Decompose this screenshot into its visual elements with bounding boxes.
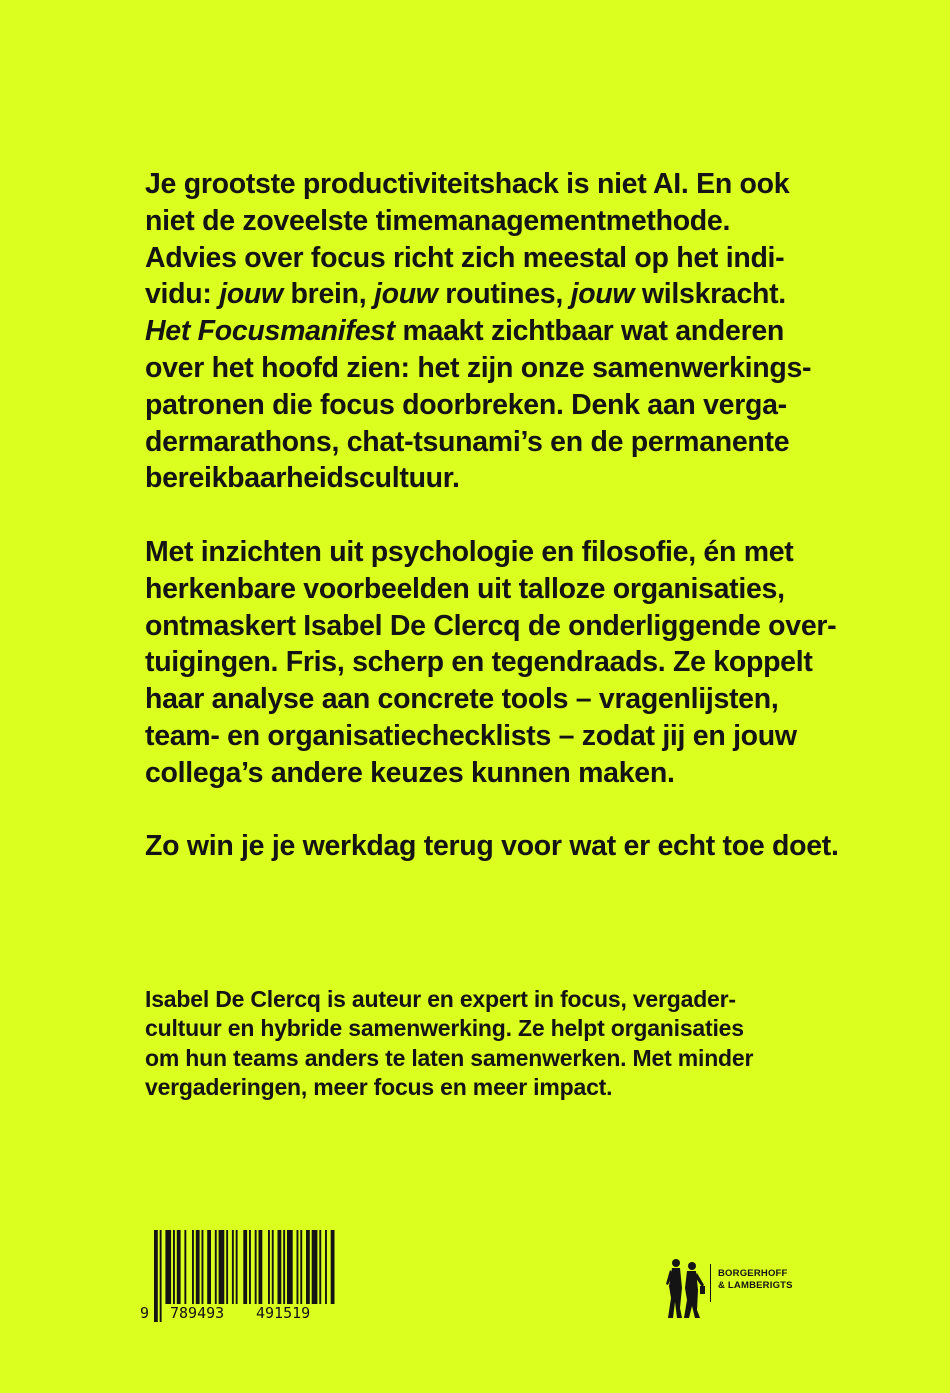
barcode-bar [278, 1230, 282, 1304]
text-run: brein, [282, 278, 374, 311]
barcode-bar [192, 1230, 194, 1304]
blurb-line [145, 276, 845, 313]
author-bio [145, 985, 845, 1102]
barcode-bar [173, 1230, 175, 1304]
bio-line: Isabel De Clercq is auteur en expert in focus, vergader- [145, 986, 736, 1012]
blurb-line: patronen die focus doorbreken. Denk aan verga- [145, 388, 787, 421]
blurb-line: niet de zoveelste timemanagementmethode. [145, 204, 731, 237]
blurb-line: ontmaskert Isabel De Clercq de onderliggende over- [145, 609, 837, 642]
barcode-digits-right: 491519 [256, 1304, 311, 1322]
blurb-line: collega’s andere keuzes kunnen maken. [145, 756, 675, 789]
paragraph-gap [145, 497, 845, 534]
blurb-text [145, 166, 845, 865]
barcode-bar [243, 1230, 247, 1304]
barcode-digits [140, 1300, 340, 1326]
publisher-name-line: & LAMBERIGTS [718, 1280, 793, 1291]
blurb-line: Zo win je je werkdag terug voor wat er echt toe doet. [145, 830, 839, 863]
barcode-digits-left: 789493 [170, 1304, 225, 1322]
paragraph-gap [145, 792, 845, 829]
publisher-divider [710, 1264, 711, 1302]
barcode-bar [268, 1230, 270, 1304]
blurb-line: Advies over focus richt zich meestal op het indi- [145, 241, 785, 274]
blurb-line: Met inzichten uit psychologie en filosofie, én met [145, 535, 794, 568]
text-run: maakt zichtbaar wat anderen [394, 315, 785, 348]
blurb-line: bereikbaarheidscultuur. [145, 462, 460, 495]
blurb-line: haar analyse aan concrete tools – vragenlijsten, [145, 683, 779, 716]
barcode-bar [331, 1230, 335, 1304]
barcode-bar [165, 1230, 171, 1304]
text-run: routines, [437, 278, 571, 311]
barcode-bar [306, 1230, 310, 1304]
text-run: wilskracht. [634, 278, 786, 311]
bio-line: vergaderingen, meer focus en meer impact. [145, 1073, 613, 1100]
barcode-bar [215, 1230, 217, 1304]
barcode-bar [319, 1230, 321, 1304]
barcode-bar [236, 1230, 238, 1304]
barcode-bar [196, 1230, 200, 1304]
text-run: vidu: [145, 278, 220, 311]
barcode-bar [255, 1230, 257, 1304]
book-title-emphasis: Het Focusmanifest [145, 315, 395, 348]
blurb-line: tuigingen. Fris, scherp en tegendraads. Ze koppelt [145, 646, 813, 679]
barcode-bar [325, 1230, 327, 1304]
blurb-line: herkenbare voorbeelden uit talloze organisaties, [145, 572, 785, 605]
barcode-bar [219, 1230, 225, 1304]
blurb-line: over het hoofd zien: het zijn onze samenwerkings- [145, 351, 812, 384]
barcode-digit-first: 9 [140, 1304, 150, 1322]
barcode-bar [207, 1230, 211, 1304]
barcode-bar [184, 1230, 186, 1304]
publisher-name [718, 1268, 793, 1292]
publisher-name-line: BORGERHOFF [718, 1268, 788, 1279]
bio-line: om hun teams anders te laten samenwerken. Met minder [145, 1044, 754, 1071]
blurb-line [145, 313, 845, 350]
barcode-bar [259, 1230, 263, 1304]
barcode-bar [300, 1230, 302, 1304]
bio-line: cultuur en hybride samenwerking. Ze helpt organisaties [145, 1015, 744, 1042]
barcode-bar [226, 1230, 228, 1304]
barcode-bar [177, 1230, 181, 1304]
emphasis-jouw: jouw [219, 278, 283, 311]
barcode-bar [249, 1230, 251, 1304]
blurb-line: Je grootste productiviteitshack is niet AI. En ook [145, 168, 790, 200]
emphasis-jouw: jouw [570, 278, 635, 311]
barcode-bar [297, 1230, 299, 1304]
publisher-logo [664, 1258, 824, 1322]
barcode-bar [232, 1230, 234, 1304]
barcode-bar [202, 1230, 204, 1304]
barcode-bar [272, 1230, 274, 1304]
blurb-line: team- en organisatiechecklists – zodat jij en jouw [145, 719, 797, 752]
two-walking-figures-icon [664, 1258, 708, 1320]
emphasis-jouw: jouw [373, 278, 438, 311]
blurb-line: dermarathons, chat-tsunami’s en de permanente [145, 425, 790, 458]
isbn-barcode [140, 1230, 340, 1326]
barcode-bar [312, 1230, 318, 1304]
